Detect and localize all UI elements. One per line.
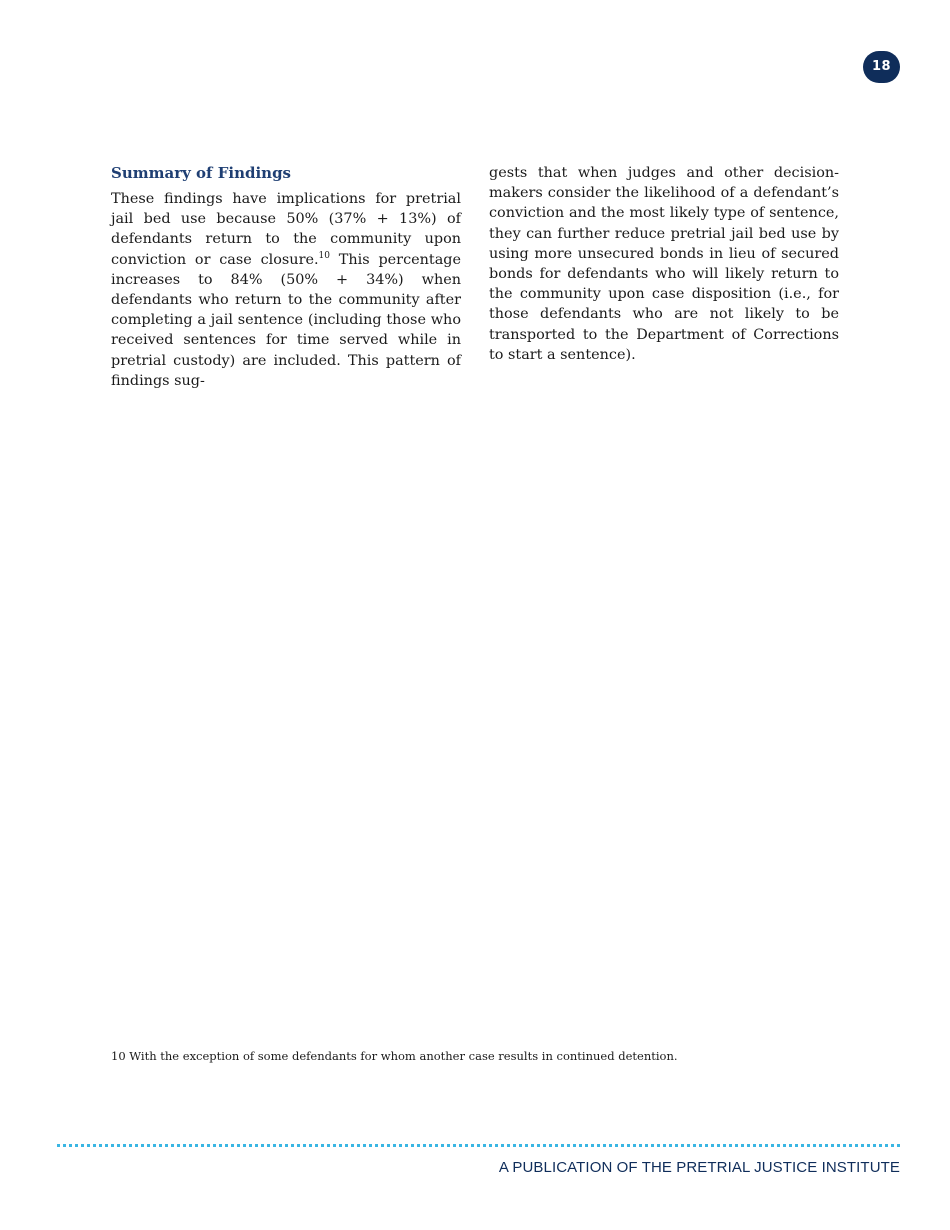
footnote: 10 With the exception of some defendants for whom another case results in continued detention. <box>111 1049 678 1063</box>
footer-divider <box>57 1144 900 1147</box>
section-heading: Summary of Findings <box>111 164 291 182</box>
body-paragraph-right: gests that when judges and other decision-makers consider the likelihood of a defendant’s conviction and the most likely type of sentence, they can further reduce pretrial jail bed use by using more unsecured bonds in lieu of secured bonds for defendants who will likely return to the community upon case disposition (i.e., for those defendants who are not likely to be transported to the Department of Corrections to start a sentence). <box>489 165 839 363</box>
paragraph-left-part1: These findings have implications for pretrial jail bed use because 50% (37% + 13%) of defendants return to the community upon conviction or case closure. <box>111 191 461 268</box>
left-column <box>111 163 461 391</box>
body-paragraph-left <box>111 189 461 391</box>
paragraph-left-part2: This percentage increases to 84% (50% + 34%) when defendants who return to the community after completing a jail sentence (including those who received sentences for time served while in pretrial custody) are included. This pattern of findings sug- <box>111 251 462 389</box>
footnote-reference[interactable]: 10 <box>318 250 330 261</box>
footer-publication-label: A PUBLICATION OF THE PRETRIAL JUSTICE INSTITUTE <box>498 1159 900 1176</box>
right-column <box>489 163 839 365</box>
page-number-badge: 18 <box>863 51 900 83</box>
